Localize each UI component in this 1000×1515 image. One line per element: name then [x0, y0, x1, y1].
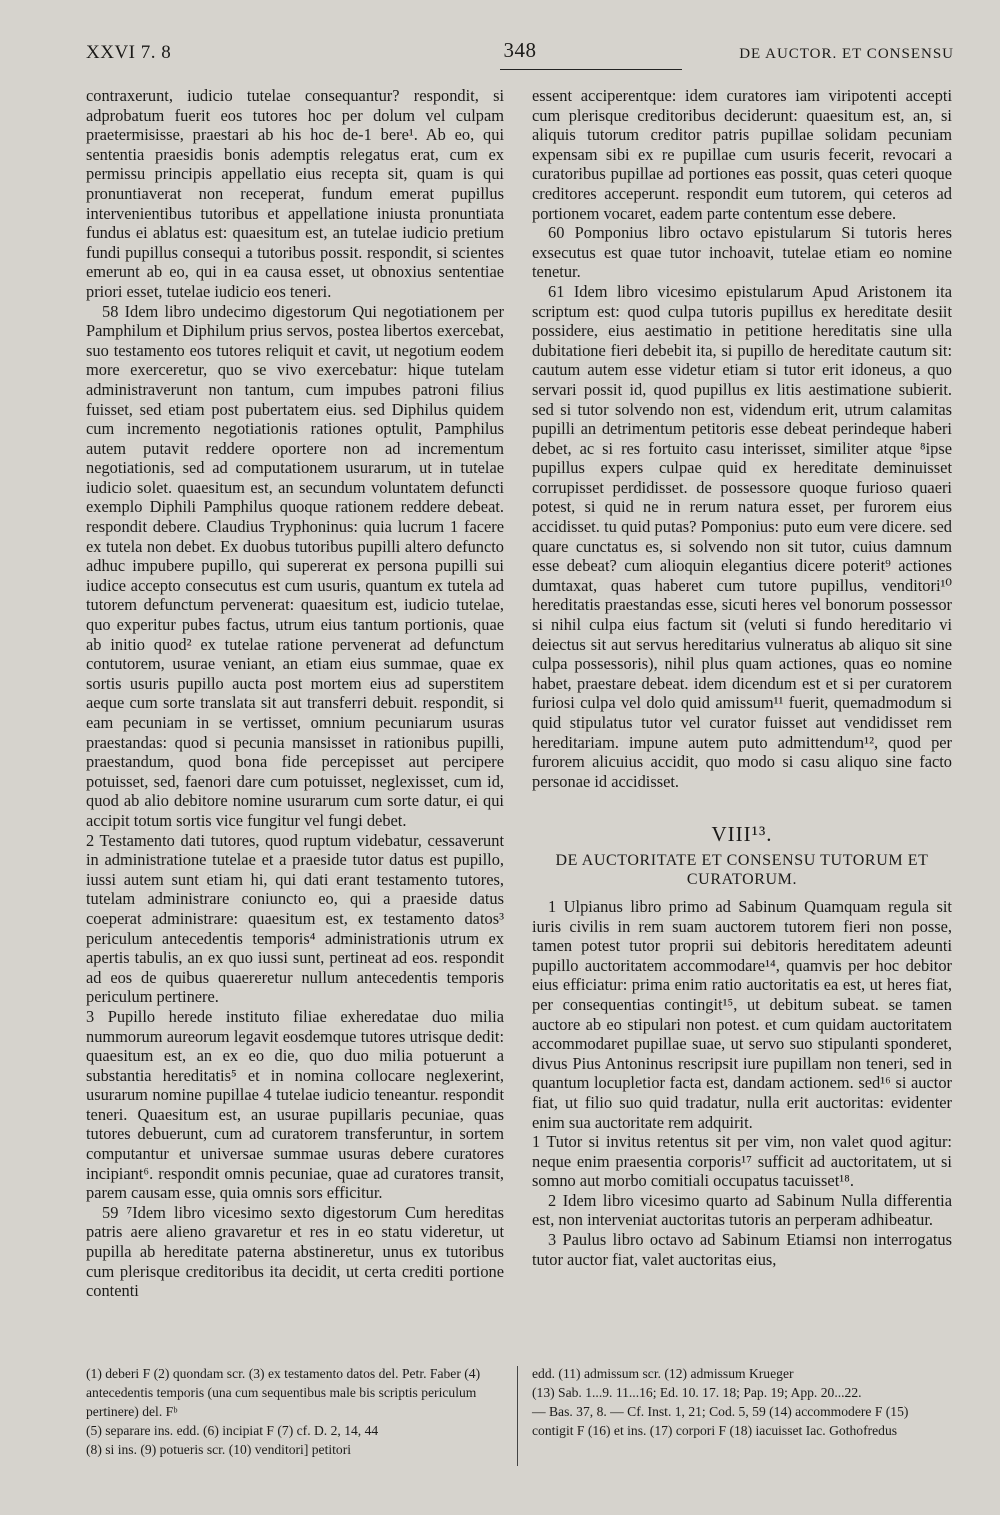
paragraph: 3 Pupillo herede instituto filiae exheredatae duo milia nummorum aureorum legavit eosdemque tutores utrisque dedit: quaesitum est, an ex eo die, quo duo milia potuerunt a substantia hereditatis⁵ et in nomina collocare neglexerint, usurarum nomine pupillae 4 tutelae iudicio teneantur. respondit teneri. Quaesitum est, an usurae pupillaris pecuniae, quas tutores debuerunt, cum ad curatorem transferuntur, in sortem computantur et universae summae usuras debere curatores incipiant⁶. respondit omnis pecuniae, quae ad curatores transit, parem causam esse, quia omnis sors efficitur. — [86, 1006, 504, 1203]
paragraph: 60 Pomponius libro octavo epistularum Si tutoris heres exsecutus est quae tutor inchoavit, tutelae etiam eo nomine tenetur. — [532, 223, 952, 282]
paragraph: 61 Idem libro vicesimo epistularum Apud Aristonem ita scriptum est: quod culpa tutoris pupillus ex hereditate desiit possidere, eius aestimatio in petitione hereditatis sine ulla dubitatione fieri debebit ita, si pupillo de hereditate cautum sit: cautum autem esse videtur etiam si tutor erit idoneus, a quo servari possit id, quod pupillus ex litis aestimatione subierit. sed si tutor solvendo non est, videndum erit, utrum calamitas pupilli an detrimentum petitoris esse debeat perindeque haberi debet, ac si res fortuito casu interisset, similiter atque ⁸ipse pupillus expers culpae quid ex hereditate deminuisset corrupisset perdidisset. de possessore quoque furioso quaeri potest, si quid ne in rerum natura esset, per furorem eius accidisset. tu quid putas? Pomponius: puto eum vere dicere. sed quare cunctatus es, si solvendo non sit tutor, cuius damnum esse debeat? cum alioquin elegantius dicere poterit⁹ actiones dumtaxat, quas haberet cum tutore pupillus, venditori¹⁰ hereditatis praestandas esse, sicuti heres vel bonorum possessor si nihil culpa eius factum sit (veluti si fundo hereditario vi deiectus sit aut servus hereditarius vulneratus ab aliquo sit sine culpa possessoris), nihil plus quam actiones, quas eo nomine habet, praestare debeat. idem dicendum est et si per curatorem furiosi culpa vel dolo quid amissum¹¹ fuerit, quemadmodum si quid stipulatus tutor vel curator fuisset aut vendidisset rem hereditariam. impune autem puto admittendum¹², quod per furorem alicuius accidit, quo modo si casu aliquo sine facto personae id accidisset. — [532, 281, 952, 791]
right-column — [532, 86, 952, 1269]
section-title: DE AUCTORITATE ET CONSENSU TUTORUM ET CURATORUM. — [555, 851, 929, 888]
footnote-line: (5) separare ins. edd. (6) incipiat F (7) cf. D. 2, 14, 44 — [86, 1423, 379, 1438]
footnote-line: (1) deberi F (2) quondam scr. (3) ex testamento datos del. Petr. Faber (4) antecedentis temporis (una cum sequentibus male bis scriptis periculum pertinere) del. Fᵇ — [86, 1366, 481, 1419]
paragraph: 59 ⁷Idem libro vicesimo sexto digestorum Cum hereditas patris aere alieno gravaretur et res in eo statu videretur, ut pupilla ab hereditate paterna abstineretur, unus ex tutoribus cum plerisque creditoribus ita decidit, ut certa crediti portione contenti — [86, 1202, 504, 1301]
footnote-divider — [517, 1366, 518, 1466]
paragraph: 3 Paulus libro octavo ad Sabinum Etiamsi non interrogatus tutor auctor fiat, valet auctoritas eius, — [532, 1230, 952, 1269]
footnotes-right — [532, 1364, 952, 1440]
paragraph: contraxerunt, iudicio tutelae consequantur? respondit, si adprobatum fuerit eos tutores hoc per dolum vel culpam praetermisisse, praestari ab his hoc de-1 bere¹. Ab eo, qui sententia praesidis bonis ademptis relegatus erat, cum ex permissu principis appellatio eius recepta sit, quam is qui pronuntiaverat non receperat, fundum emerat pupillus intervenientibus tutoribus et appellatione iniusta pronuntiata fundus ei ablatus est: quaesitum est, an tutelae iudicio pretium fundi pupillus consequi a tutoribus possit. respondit, si scientes emerunt ab eo, qui in ea causa esset, ut obnoxius sententiae priori esset, tutelae iudicio eos teneri. — [86, 86, 504, 301]
page-number: 348 — [503, 38, 537, 62]
paragraph: essent acciperentque: idem curatores iam viripotenti accepti cum plerisque creditoribus deciderunt: quaesitum est, an, si aliquis tutorum creditor patris pupillae solidam pecuniam expensam sibi ex re pupillae cum usuris fecerit, revocari a curatoribus pupillae ad portiones eas possit, quas ceteri quoque creditores acceperunt. respondit eum tutorem, qui ceteros ad portionem vocaret, eadem parte contentum esse debere. — [532, 86, 952, 223]
left-column — [86, 86, 504, 1301]
footnote-line: edd. (11) admissum scr. (12) admissum Krueger — [532, 1366, 794, 1381]
footnote-line: — Bas. 37, 8. — Cf. Inst. 1, 21; Cod. 5, 59 (14) accommodere F (15) contigit F (16) et ins. (17) corpori F (18) iacuisset Iac. Gothofredus — [532, 1404, 909, 1438]
section-number: VIII¹³. — [711, 822, 773, 847]
paragraph: 2 Testamento dati tutores, quod ruptum videbatur, cessaverunt in administratione tutelae et a praeside tutor datus est pupillo, iussi autem sunt etiam hi, qui dati erant testamento tutores, tutelam administrare coniuncto eo, qui a praeside datus coeperat administrare: quaesitum est, ex testamento datos³ periculum antecedentis temporis⁴ administrationis utrum ex apertis tabulis, an ex quo iussi sunt, pertineat ad eos. respondit ad eos de quibus quaereretur nullum antecedentis temporis periculum pertinere. — [86, 830, 504, 1007]
header-rule — [500, 69, 682, 70]
running-title: DE AUCTOR. ET CONSENSU — [739, 46, 954, 62]
paragraph: 58 Idem libro undecimo digestorum Qui negotiationem per Pamphilum et Diphilum prius servos, postea libertos exercebat, suo testamento eos tutores reliquit et cavit, ut negotium eodem more exerceretur, quo se vivo exercebatur: hique tutelam administraverunt non tantum, cum impubes patroni filius fuisset, sed etiam post pubertatem eius. sed Diphilus quidem cum incremento negotiationis rationes optulit, Pamphilus autem putavit reddere oportere non ad incrementum negotiationis, sed ad computationem usurarum, ut in tutelae iudicio solet. quaesitum est, an secundum voluntatem defuncti exemplo Diphili Pamphilus quoque rationem reddere debeat. respondit debere. Claudius Tryphoninus: quia lucrum 1 facere ex tutela non debet. Ex duobus tutoribus pupilli altero defuncto adhuc impubere pupillo, qui supererat ex persona pupilli sui iudice accepto consecutus est cum usuris, quantum ex tutela ad tutorem defunctum pervenerat: quaesitum est, iudicio tutelae, quo experitur pubes factus, utrum eius tantum portionis, quae ab initio quod² ex tutelae ratione pervenerat ad defunctum contutorem, usurae veniant, an etiam eius summae, quae ex sortis usuris pupillo aucta post mortem eius ad superstitem aeque cum sorte translata sit aut transferri debuit. respondit, si eam pecuniam in se vertisset, omnium pecuniarum usuras praestandas: quod si pecunia mansisset in rationibus pupilli, praestandum, quod bona fide percepisset aut percipere potuisset, sed, faenori dare cum potuisset, neglexisset, cum id, quod ab alio debitore nomine usurarum cum sorte datur, ei qui accipit totum sortis vice fungitur vel fungi debet. — [86, 301, 504, 830]
paragraph: 2 Idem libro vicesimo quarto ad Sabinum Nulla differentia est, non interveniat auctoritas tutoris an perperam adhibeatur. — [532, 1190, 952, 1230]
paragraph: 1 Ulpianus libro primo ad Sabinum Quamquam regula sit iuris civilis in rem suam auctorem tutorem fieri non posse, tamen potest tutor proprii sui debitoris hereditatem adeunti pupillo auctoritatem accommodare¹⁴, quamvis per hoc debitor eius efficiatur: prima enim ratio auctoritatis ea est, ut heres fiat, per consequentias contingit¹⁵, ut debitum subeat. se tamen auctore ab eo stipulari non potest. et cum quidam auctoritatem accommodaret pupillae suae, ut servo suo stipulanti sponderet, divus Pius Antoninus rescripsit iure pupillam non teneri, sed in quantum locupletior facta est, dandam actionem. sed¹⁶ si auctor fiat, ut filio suo quid tradatur, nulla erit auctoritas: evidenter enim sua auctoritate rem adquirit. — [532, 896, 952, 1132]
footnote-line: (8) si ins. (9) potueris scr. (10) venditori] petitori — [86, 1442, 352, 1457]
section-reference: XXVI 7. 8 — [86, 42, 172, 63]
footnote-line: (13) Sab. 1...9. 11...16; Ed. 10. 17. 18; Pap. 19; App. 20...22. — [532, 1385, 862, 1400]
running-header — [86, 38, 954, 72]
footnotes-left — [86, 1364, 504, 1459]
paragraph: 1 Tutor si invitus retentus sit per vim, non valet quod agitur: neque enim praesentia corporis¹⁷ sufficit ad auctoritatem, ut si somno aut morbo comitiali occupatus tacuisset¹⁸. — [532, 1132, 952, 1191]
